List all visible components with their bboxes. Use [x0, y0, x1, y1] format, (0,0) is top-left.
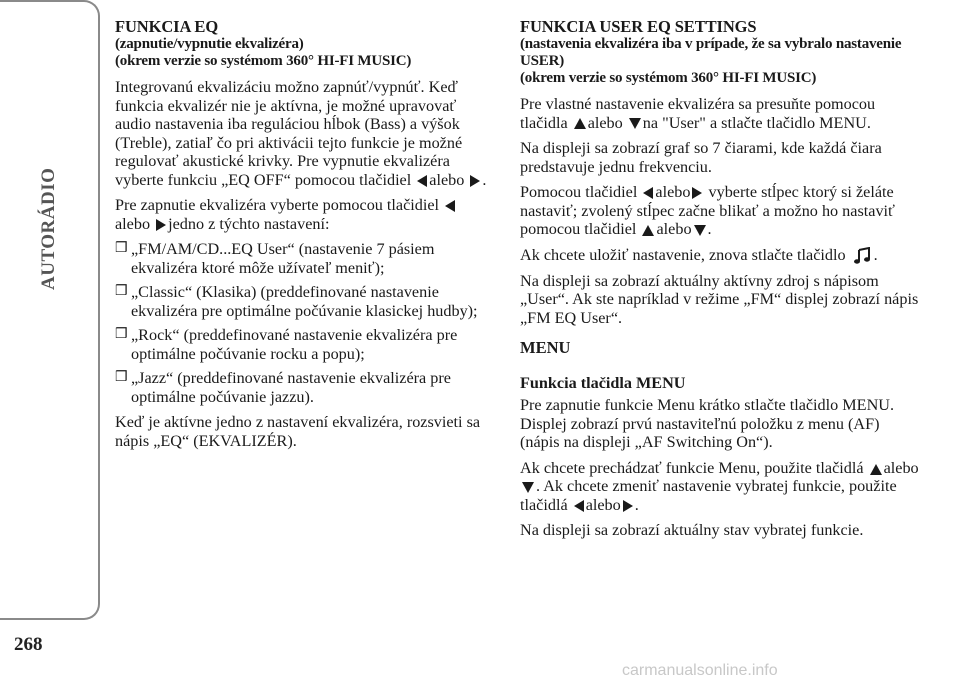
checkbox-bullet-icon: ❒ — [115, 327, 128, 342]
eq-subtitle-2: (okrem verzie so systémom 360° HI-FI MUSIC) — [115, 53, 412, 69]
triangle-left-icon — [574, 500, 584, 512]
triangle-up-icon — [870, 464, 882, 475]
user-eq-paragraph-5: Na displeji sa zobrazí aktuálny aktívny zdroj s nápisom „User“. Ak ste napríklad v režime „FM“ displej zobrazí nápis „FM EQ User“. — [520, 271, 919, 327]
eq-paragraph-1: Integrovanú ekvalizáciu možno zapnúť/vypnúť. Keď funkcia ekvalizér nie je aktívna, je možné upravovať audio nastavenia iba reguláciou hĺbok (Bass) a výšok (Treble), zatiaľ čo pri aktivácii tejto funkcie je možné regulovať akustické krivky. Pre vypnutie ekvalizéra vyberte funkciu „EQ OFF“ pomocou tlačidiel alebo . — [115, 78, 487, 189]
triangle-up-icon — [642, 225, 654, 236]
user-eq-paragraph-2: Na displeji sa zobrazí graf so 7 čiarami, kde každá čiara predstavuje jednu frekvenciu. — [520, 139, 882, 176]
user-eq-heading — [520, 18, 920, 87]
triangle-right-icon — [156, 219, 166, 231]
triangle-down-icon — [694, 225, 706, 236]
triangle-left-icon — [445, 200, 455, 212]
checkbox-bullet-icon: ❒ — [115, 370, 128, 385]
list-item: ❒ „FM/AM/CD...EQ User“ (nastavenie 7 pásiem ekvalizéra ktoré môže užívateľ meniť); — [115, 240, 435, 277]
triangle-down-icon — [522, 482, 534, 493]
checkbox-bullet-icon: ❒ — [115, 284, 128, 299]
triangle-down-icon — [629, 118, 641, 129]
menu-paragraph-1: Pre zapnutie funkcie Menu krátko stlačte tlačidlo MENU. Displej zobrazí prvú nastaviteľnú položku z menu (AF) (nápis na displeji „AF Switching On“). — [520, 396, 894, 452]
menu-subtitle: Funkcia tlačidla MENU — [520, 373, 686, 392]
section-label: AUTORÁDIO — [38, 167, 59, 290]
watermark: carmanualsonline.info — [622, 662, 778, 679]
checkbox-bullet-icon: ❒ — [115, 241, 128, 256]
triangle-up-icon — [574, 118, 586, 129]
right-column — [520, 18, 920, 547]
user-eq-subtitle-1: (nastavenia ekvalizéra iba v prípade, že sa vybralo nastavenie USER) — [520, 36, 902, 69]
music-note-icon — [853, 247, 871, 265]
eq-presets-list — [115, 240, 487, 406]
menu-title: MENU — [520, 338, 571, 358]
triangle-right-icon — [623, 500, 633, 512]
list-item: ❒ „Jazz“ (preddefinované nastavenie ekvalizéra pre optimálne počúvanie jazzu). — [115, 369, 451, 406]
list-item: ❒ „Rock“ (preddefinované nastavenie ekvalizéra pre optimálne počúvanie rocku a popu); — [115, 326, 458, 363]
triangle-left-icon — [643, 187, 653, 199]
user-eq-subtitle-2: (okrem verzie so systémom 360° HI-FI MUSIC) — [520, 70, 817, 86]
user-eq-paragraph-1: Pre vlastné nastavenie ekvalizéra sa presuňte pomocou tlačidla alebo na "User" a stlačte tlačidlo MENU. — [520, 95, 876, 132]
user-eq-paragraph-4: Ak chcete uložiť nastavenie, znova stlačte tlačidlo . — [520, 245, 878, 264]
triangle-right-icon — [692, 187, 702, 199]
eq-paragraph-2: Pre zapnutie ekvalizéra vyberte pomocou tlačidiel alebo jedno z týchto nastavení: — [115, 196, 487, 233]
menu-paragraph-2: Ak chcete prechádzať funkcie Menu, použite tlačidlá alebo . Ak chcete zmeniť nastavenie vybratej funkcie, použite tlačidlá alebo . — [520, 458, 919, 514]
eq-subtitle-1: (zapnutie/vypnutie ekvalizéra) — [115, 36, 304, 52]
triangle-right-icon — [470, 175, 480, 187]
page-number: 268 — [14, 634, 43, 655]
user-eq-title: FUNKCIA USER EQ SETTINGS — [520, 17, 757, 36]
eq-heading — [115, 18, 487, 70]
eq-paragraph-3: Keď je aktívne jedno z nastavení ekvalizéra, rozsvieti sa nápis „EQ“ (EKVALIZÉR). — [115, 413, 481, 450]
menu-paragraph-3: Na displeji sa zobrazí aktuálny stav vybratej funkcie. — [520, 521, 864, 540]
list-item: ❒ „Classic“ (Klasika) (preddefinované nastavenie ekvalizéra pre optimálne počúvanie klasickej hudby); — [115, 283, 478, 320]
left-column — [115, 18, 487, 457]
sidebar-tab — [0, 0, 100, 620]
eq-title: FUNKCIA EQ — [115, 17, 219, 36]
triangle-left-icon — [417, 175, 427, 187]
user-eq-paragraph-3: Pomocou tlačidiel alebo vyberte stĺpec ktorý si želáte nastaviť; zvolený stĺpec začne blikať a možno ho nastaviť pomocou tlačidiel alebo . — [520, 183, 895, 238]
